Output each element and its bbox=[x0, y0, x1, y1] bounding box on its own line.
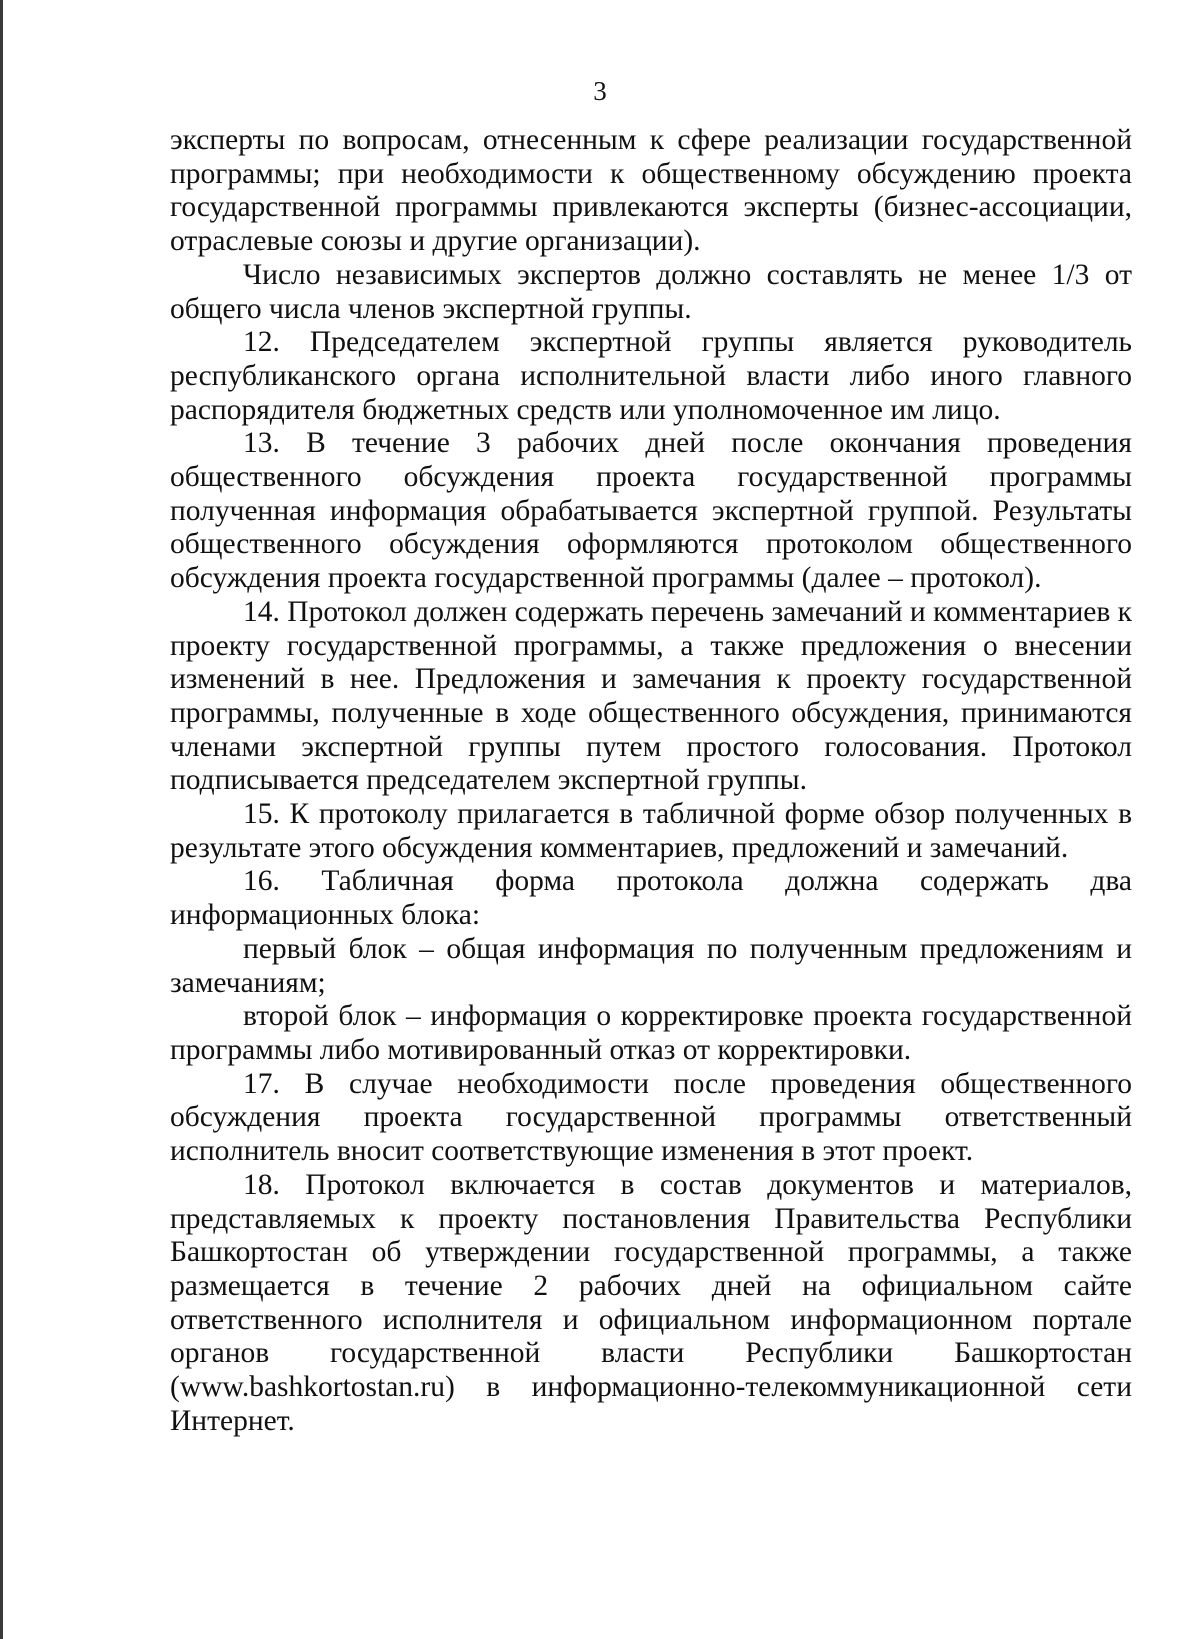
paragraph-experts: эксперты по вопросам, отнесенным к сфере реализации государственной программы; при необходимости к общественному обсуждению проекта государственной программы привлекаются эксперты (бизнес-ассоциации, отраслевые союзы и другие организации). bbox=[170, 124, 1132, 258]
paragraph-second-block: второй блок – информация о корректировке проекта государственной программы либо мотивированный отказ от корректировки. bbox=[170, 1000, 1132, 1066]
paragraph-17: 17. В случае необходимости после проведения общественного обсуждения проекта государственной программы ответственный исполнитель вносит соответствующие изменения в этот проект. bbox=[170, 1067, 1132, 1168]
paragraph-independent-experts: Число независимых экспертов должно составлять не менее 1/3 от общего числа членов экспертной группы. bbox=[170, 258, 1132, 325]
paragraph-13: 13. В течение 3 рабочих дней после окончания проведения общественного обсуждения проекта государственной программы полученная информация обрабатывается экспертной группой. Результаты общественного обсуждения оформляются протоколом общественного обсуждения проекта государственной программы (далее – протокол). bbox=[170, 427, 1132, 595]
paragraph-18: 18. Протокол включается в состав документов и материалов, представляемых к проекту постановления Правительства Республики Башкортостан об утверждении государственной программы, а также размещается в течение 2 рабочих дней на официальном сайте ответственного исполнителя и официальном информационном портале органов государственной власти Республики Башкортостан (www.bashkortostan.ru) в информационно-телекоммуникационной сети Интернет. bbox=[170, 1168, 1132, 1437]
paragraph-15: 15. К протоколу прилагается в табличной форме обзор полученных в результате этого обсуждения комментариев, предложений и замечаний. bbox=[170, 798, 1132, 864]
paragraph-first-block: первый блок – общая информация по полученным предложениям и замечаниям; bbox=[170, 932, 1132, 999]
scan-edge bbox=[0, 0, 3, 1639]
paragraph-14: 14. Протокол должен содержать перечень замечаний и комментариев к проекту государственной программы, а также предложения о внесении изменений в нее. Предложения и замечания к проекту государственной программы, полученные в ходе общественного обсуждения, принимаются членами экспертной группы путем простого голосования. Протокол подписывается председателем экспертной группы. bbox=[170, 595, 1132, 797]
page-number: 3 bbox=[593, 76, 607, 106]
paragraph-16: 16. Табличная форма протокола должна содержать два информационных блока: bbox=[170, 865, 1132, 932]
document-body bbox=[170, 124, 1132, 1438]
paragraph-12: 12. Председателем экспертной группы является руководитель республиканского органа исполнительной власти либо иного главного распорядителя бюджетных средств или уполномоченное им лицо. bbox=[170, 326, 1132, 426]
